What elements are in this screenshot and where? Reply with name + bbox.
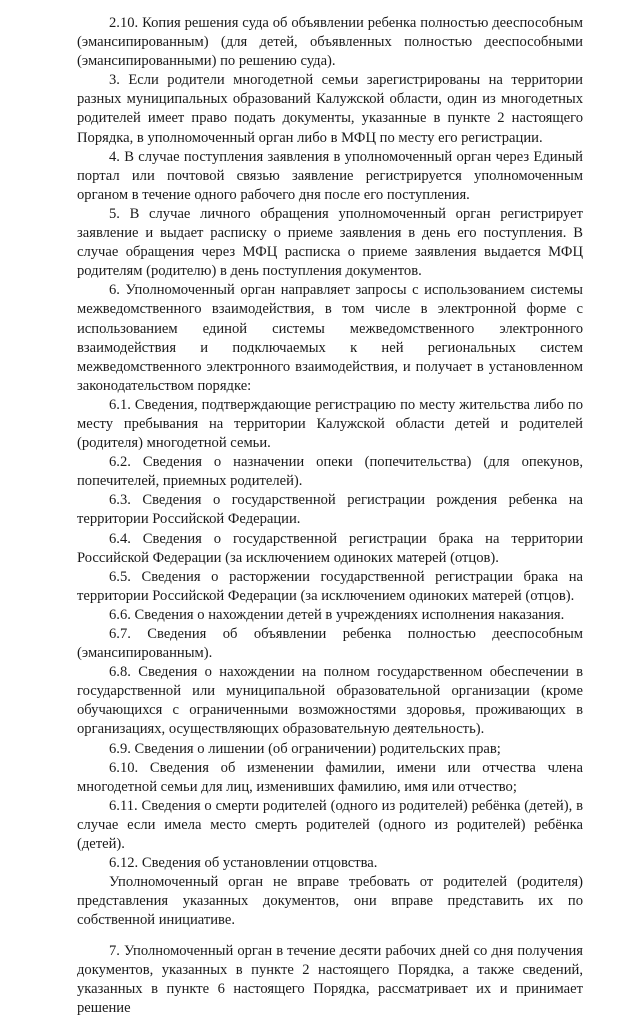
paragraph-5: 5. В случае личного обращения уполномоченный орган регистрирует заявление и выдает расписку о приеме заявления в день его поступления. В случае обращения через МФЦ расписка о приеме заявления выдается МФЦ родителям (родителю) в день поступления документов. (77, 205, 583, 280)
paragraph-2-10: 2.10. Копия решения суда об объявлении ребенка полностью дееспособным (эмансипированным) (для детей, объявленных полностью дееспособными (эмансипированными) по решению суда). (77, 15, 583, 70)
paragraph-6-8: 6.8. Сведения о нахождении на полном государственном обеспечении в государственной или муниципальной образовательной организации (кроме обучающихся с ограниченными возможностями здоровья, проживающих в организациях, осуществляющих образовательную деятельность). (77, 664, 583, 738)
paragraph-6-11: 6.11. Сведения о смерти родителей (одного из родителей) ребёнка (детей), в случае если имела место смерть родителей (одного из родителей) ребёнка (детей). (77, 797, 583, 853)
paragraph-7: 7. Уполномоченный орган в течение десяти рабочих дней со дня получения документов, указанных в пункте 2 настоящего Порядка, а также сведений, указанных в пункте 6 настоящего Порядка, рассматривает их и принимает решение (77, 942, 583, 1016)
paragraph-6-7: 6.7. Сведения об объявлении ребенка полностью дееспособным (эмансипированным). (77, 626, 583, 662)
paragraph-6-2: 6.2. Сведения о назначении опеки (попечительства) (для опекунов, попечителей, приемных родителей). (77, 454, 583, 490)
paragraph-6: 6. Уполномоченный орган направляет запросы с использованием системы межведомственного взаимодействия, в том числе в электронной форме с использованием единой системы межведомственного электронного взаимодействия и подключаемых к ней региональных систем межведомственного электронного взаимодействия, и получает в установленном законодательством порядке: (77, 282, 583, 394)
paragraph-6-6: 6.6. Сведения о нахождении детей в учреждениях исполнения наказания. (109, 606, 565, 623)
document-page (77, 14, 583, 1018)
paragraph-6-9: 6.9. Сведения о лишении (об ограничении) родительских прав; (109, 740, 501, 757)
paragraph-6-5: 6.5. Сведения о расторжении государственной регистрации брака на территории Российской Федерации (за исключением одиноких матерей (отцов). (77, 568, 583, 604)
paragraph-spacer (77, 931, 583, 942)
paragraph-6-3: 6.3. Сведения о государственной регистрации рождения ребенка на территории Российской Федерации. (77, 492, 583, 528)
paragraph-6-4: 6.4. Сведения о государственной регистрации брака на территории Российской Федерации (за исключением одиноких матерей (отцов). (77, 530, 583, 566)
paragraph-6-1: 6.1. Сведения, подтверждающие регистрацию по месту жительства либо по месту пребывания на территории Калужской области детей и родителей (родителя) многодетной семьи. (77, 396, 583, 452)
paragraph-4: 4. В случае поступления заявления в уполномоченный орган через Единый портал или почтовой связью заявление регистрируется уполномоченным органом в течение одного рабочего дня после его поступления. (77, 148, 583, 203)
paragraph-6-12: 6.12. Сведения об установлении отцовства. (109, 855, 378, 872)
paragraph-6-10: 6.10. Сведения об изменении фамилии, имени или отчества члена многодетной семьи для лиц, изменивших фамилию, имя или отчество; (77, 759, 583, 795)
paragraph-documents-note: Уполномоченный орган не вправе требовать от родителей (родителя) представления указанных документов, они вправе представить их по собственной инициативе. (77, 874, 583, 929)
paragraph-3: 3. Если родители многодетной семьи зарегистрированы на территории разных муниципальных образований Калужской области, один из многодетных родителей имеет право подать документы, указанные в пункте 2 настоящего Порядка, в уполномоченный орган либо в МФЦ по месту его регистрации. (77, 72, 583, 146)
